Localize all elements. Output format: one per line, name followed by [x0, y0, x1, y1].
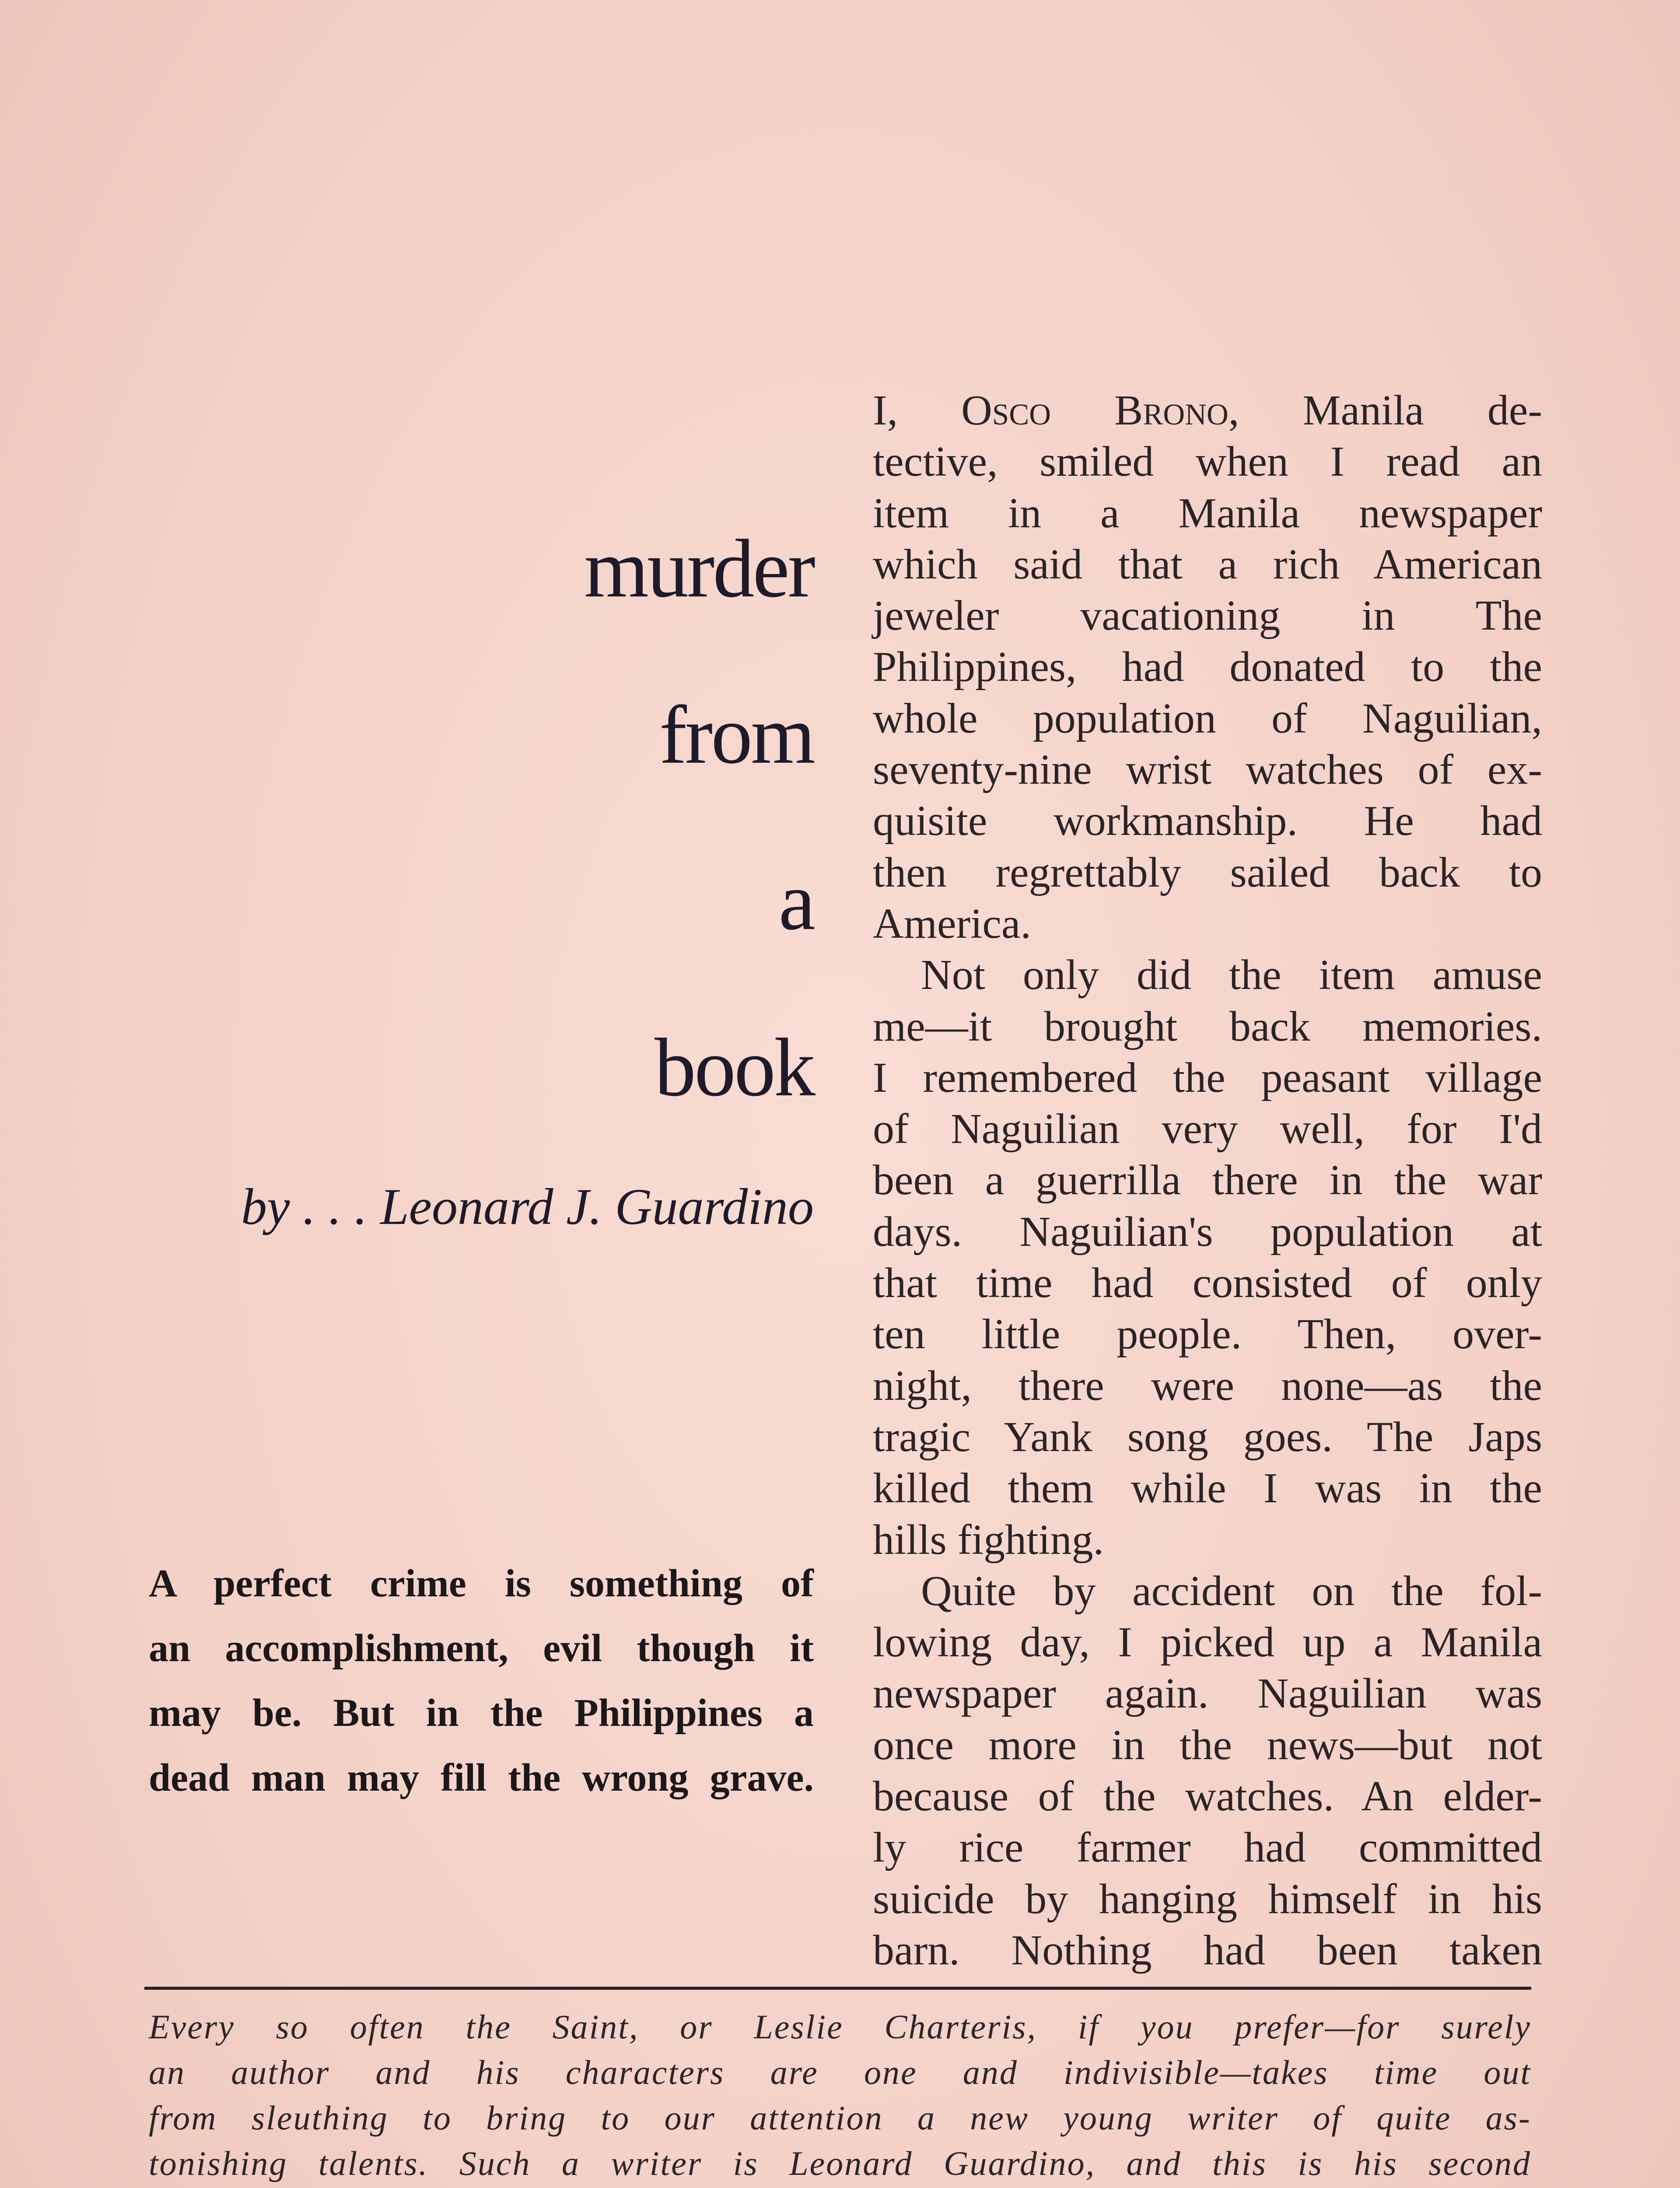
- story-blurb: [149, 1551, 814, 1810]
- body-line: night, there were none—as the: [873, 1362, 1542, 1410]
- body-line: barn. Nothing had been taken: [873, 1926, 1542, 1974]
- body-line: America.: [873, 900, 1031, 947]
- body-line: been a guerrilla there in the war: [873, 1157, 1542, 1204]
- body-line: hills fighting.: [873, 1516, 1104, 1564]
- body-line: once more in the news—but not: [873, 1721, 1542, 1769]
- editor-note-line: tonishing talents. Such a writer is Leonard Guardino, and this is his second: [149, 2144, 1531, 2182]
- body-line: days. Naguilian's population at: [873, 1208, 1542, 1255]
- story-title: [131, 486, 814, 1151]
- blurb-line: an accomplishment, evil though it: [149, 1627, 814, 1670]
- editor-note: [149, 2004, 1531, 2188]
- title-word-3: a: [778, 856, 814, 947]
- body-line: tective, smiled when I read an: [873, 438, 1542, 486]
- body-line: ten little people. Then, over-: [873, 1311, 1542, 1358]
- body-line: Not only did the item amuse: [921, 951, 1542, 999]
- editor-note-line: [149, 2186, 1531, 2188]
- story-body-column: [873, 385, 1542, 1976]
- body-line: item in a Manila newspaper: [873, 489, 1542, 537]
- body-line: jeweler vacationing in The: [873, 592, 1542, 640]
- blurb-line: A perfect crime is something of: [149, 1562, 814, 1605]
- body-line: because of the watches. An elder-: [873, 1773, 1542, 1820]
- lead-initial: I,: [873, 387, 962, 434]
- body-line: tragic Yank song goes. The Japs: [873, 1413, 1542, 1461]
- body-line: me—it brought back memories.: [873, 1003, 1542, 1050]
- body-line: lowing day, I picked up a Manila: [873, 1619, 1542, 1666]
- body-line: that time had consisted of only: [873, 1259, 1542, 1307]
- title-word-1: murder: [584, 523, 814, 615]
- editor-note-line: an author and his characters are one and indivisible—takes time out: [149, 2053, 1531, 2091]
- body-line: of Naguilian very well, for I'd: [873, 1105, 1542, 1153]
- body-line: seventy-nine wrist watches of ex-: [873, 746, 1542, 794]
- lead-name: Osco Brono: [961, 387, 1228, 434]
- title-word-2: from: [659, 689, 814, 781]
- body-line: suicide by hanging himself in his: [873, 1875, 1542, 1923]
- editor-note-line: from sleuthing to bring to our attention a new young writer of quite as-: [149, 2099, 1531, 2137]
- editor-note-line: Every so often the Saint, or Leslie Charteris, if you prefer—for surely: [149, 2008, 1531, 2046]
- body-line: Quite by accident on the fol-: [921, 1567, 1542, 1615]
- body-line: whole population of Naguilian,: [873, 694, 1542, 742]
- author-byline: by . . . Leonard J. Guardino: [241, 1178, 814, 1235]
- body-line: then regrettably sailed back to: [873, 849, 1542, 896]
- body-line: Philippines, had donated to the: [873, 643, 1542, 691]
- body-line: I remembered the peasant village: [873, 1054, 1542, 1101]
- body-line: newspaper again. Naguilian was: [873, 1670, 1542, 1718]
- body-line-first: [873, 385, 1542, 436]
- blurb-line: dead man may fill the wrong grave.: [149, 1756, 814, 1799]
- top-divider-rule: [144, 1987, 1531, 1990]
- blurb-line: may be. But in the Philippines a: [149, 1691, 814, 1735]
- body-line: killed them while I was in the: [873, 1465, 1542, 1512]
- body-line: quisite workmanship. He had: [873, 797, 1542, 845]
- body-line: which said that a rich American: [873, 540, 1542, 588]
- body-line: ly rice farmer had committed: [873, 1824, 1542, 1872]
- title-word-4: book: [654, 1022, 814, 1114]
- body-line: , Manila de-: [1228, 387, 1542, 434]
